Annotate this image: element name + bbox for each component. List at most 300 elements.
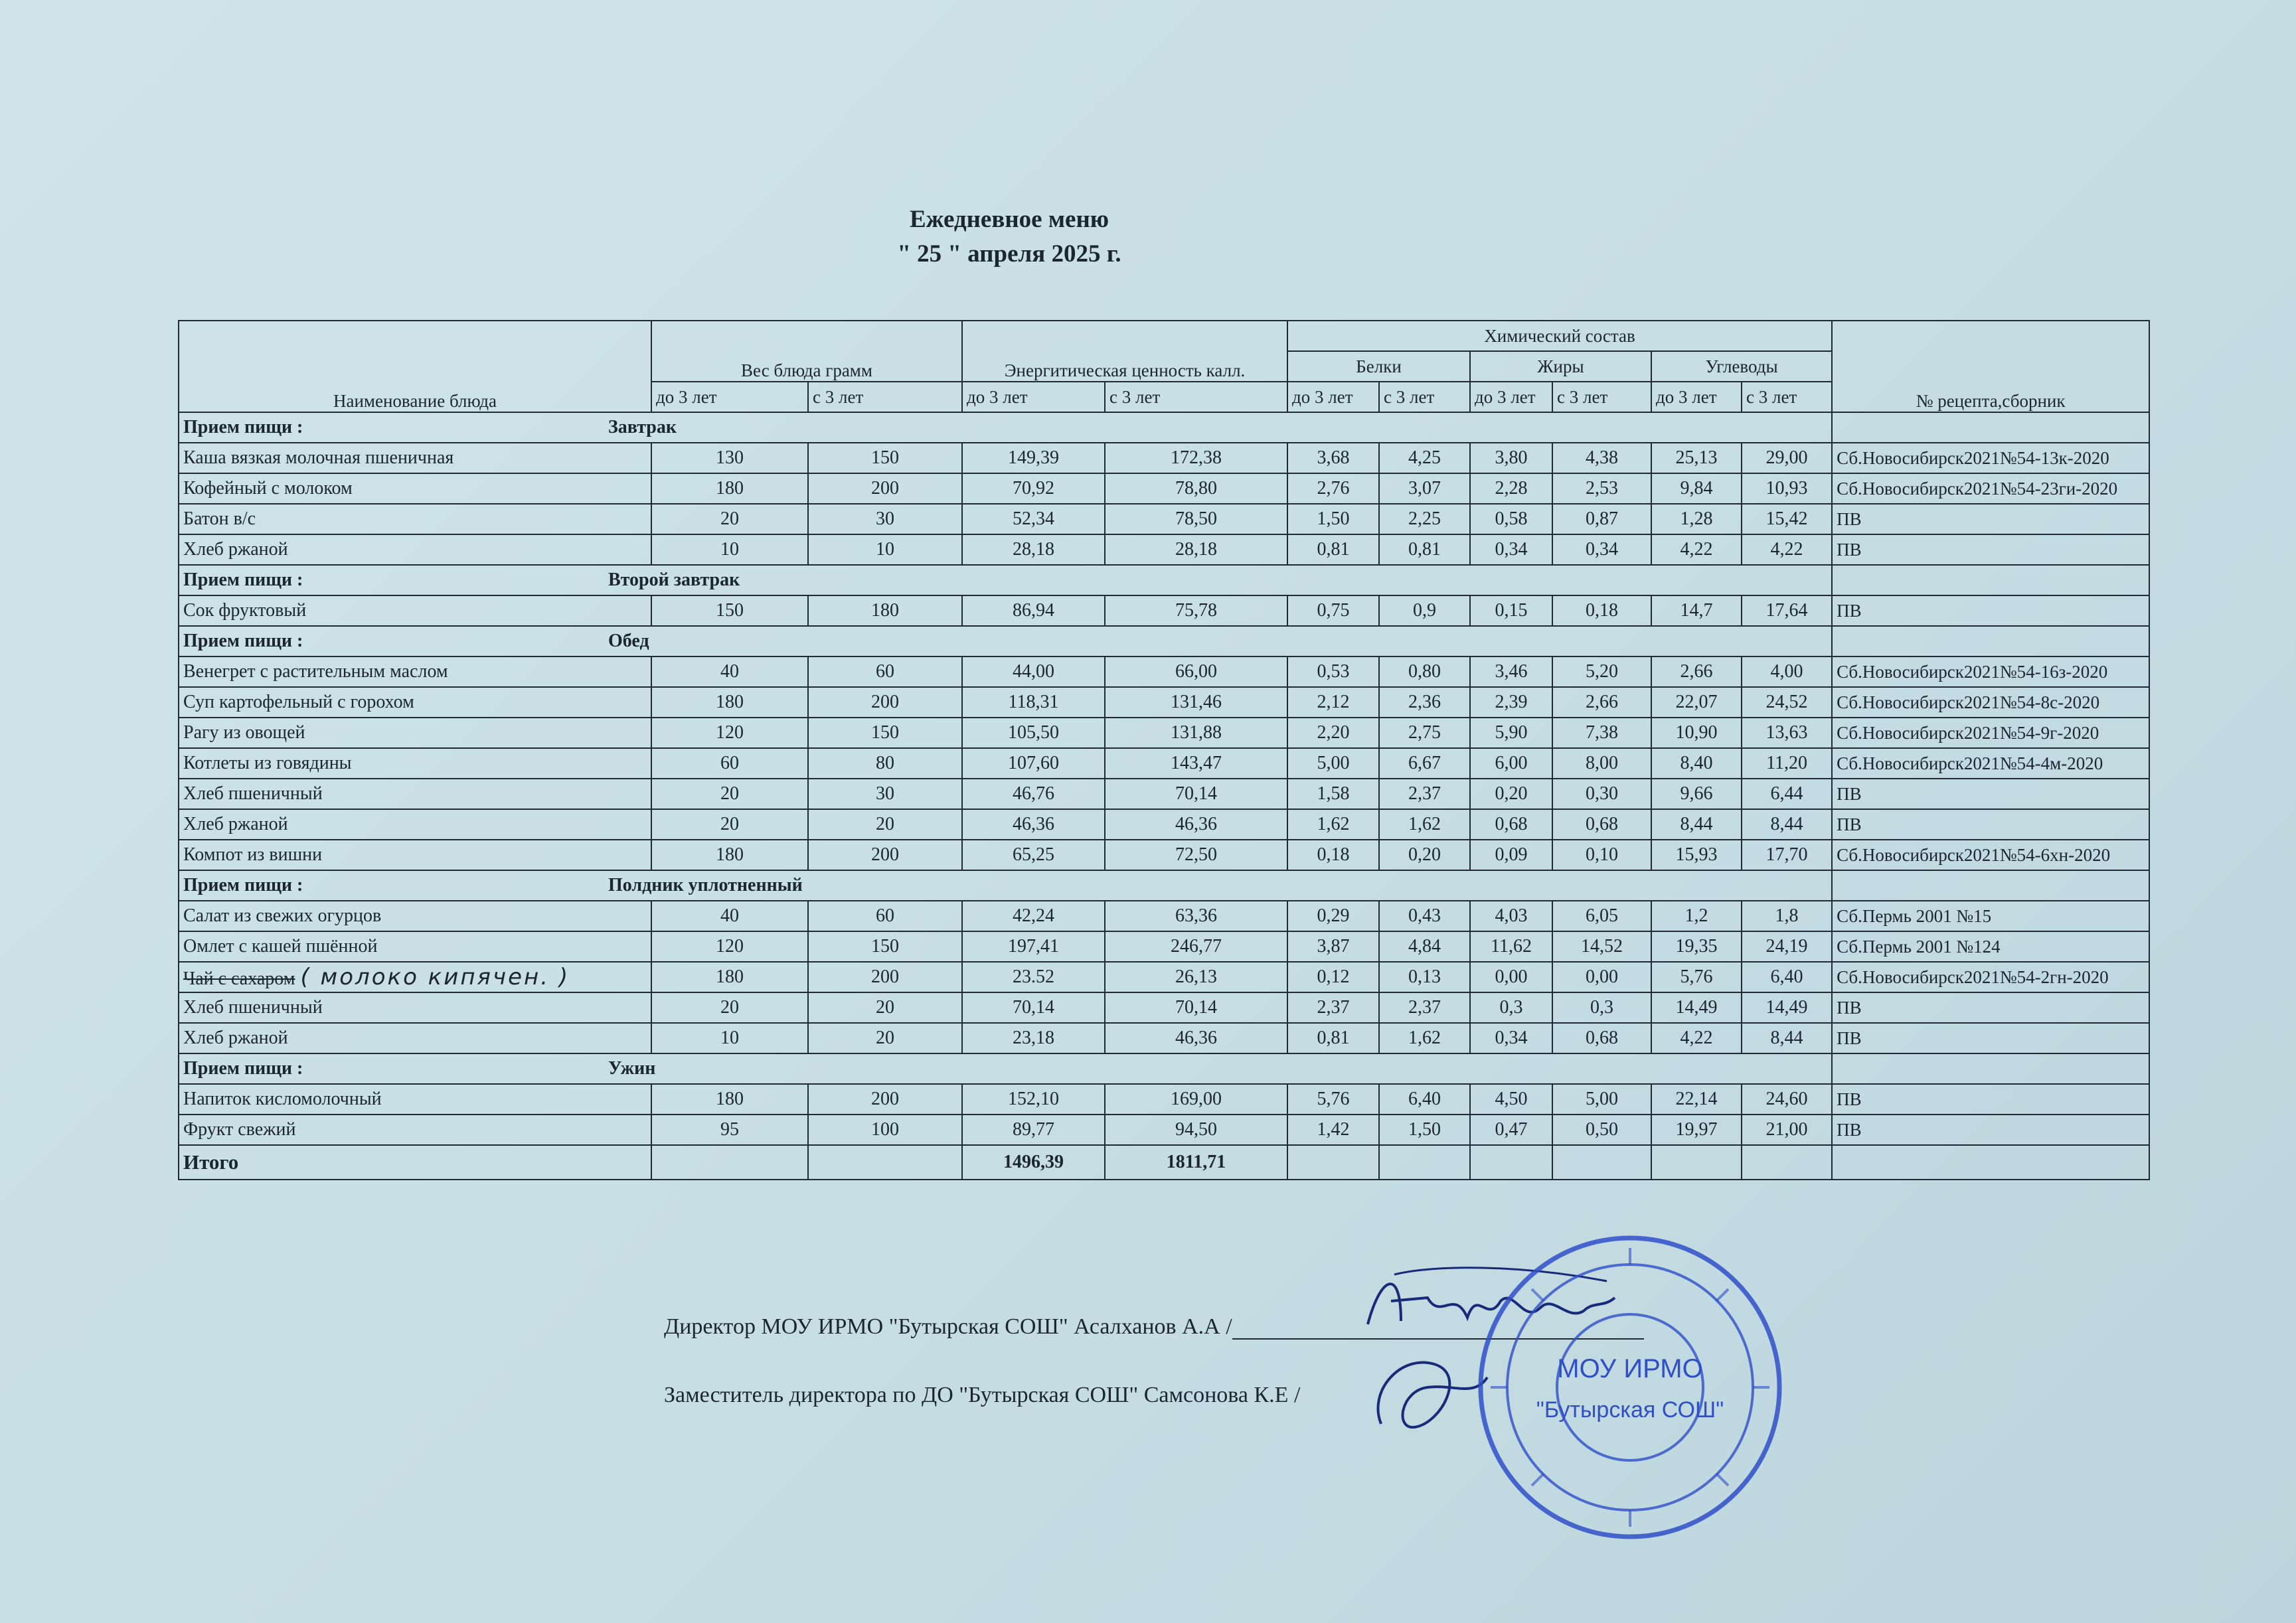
value-cell-c1: 8,40	[1651, 748, 1742, 779]
value-cell-w1: 20	[651, 504, 808, 534]
value-cell-e2: 246,77	[1105, 931, 1287, 962]
dish-name: Венегрет с растительным маслом	[183, 661, 448, 682]
value-cell-c2: 14,49	[1742, 992, 1832, 1023]
col-sub-under3: до 3 лет	[1287, 382, 1379, 412]
value-cell-f2: 0,00	[1552, 962, 1651, 992]
value-cell-e1: 23.52	[962, 962, 1105, 992]
value-cell-f1: 2,28	[1470, 473, 1552, 504]
value-cell-w1: 20	[651, 992, 808, 1023]
value-cell-c1: 9,84	[1651, 473, 1742, 504]
value-cell-f2: 14,52	[1552, 931, 1651, 962]
recipe-cell: ПВ	[1832, 1115, 2149, 1145]
value-cell-w1: 10	[651, 534, 808, 565]
value-cell-p2: 2,75	[1379, 718, 1470, 748]
recipe-cell: Сб.Новосибирск2021№54-9г-2020	[1832, 718, 2149, 748]
col-sub-over3: с 3 лет	[1379, 382, 1470, 412]
value-cell-e1: 46,76	[962, 779, 1105, 809]
dish-name: Салат из свежих огурцов	[183, 905, 382, 926]
value-cell-f1: 4,03	[1470, 901, 1552, 931]
value-cell-e2: 131,46	[1105, 687, 1287, 718]
value-cell-w2: 200	[808, 840, 962, 870]
meal-section-row	[179, 870, 2149, 901]
value-cell-e1: 44,00	[962, 657, 1105, 687]
dish-name-cell	[179, 443, 651, 473]
value-cell-e1: 118,31	[962, 687, 1105, 718]
value-cell-c2: 24,19	[1742, 931, 1832, 962]
meal-section-row	[179, 412, 2149, 443]
dish-name-cell	[179, 748, 651, 779]
value-cell-p1: 0,81	[1287, 534, 1379, 565]
value-cell-p2: 2,37	[1379, 992, 1470, 1023]
value-cell-w2: 20	[808, 1023, 962, 1053]
value-cell-w1: 60	[651, 748, 808, 779]
value-cell-p2: 2,25	[1379, 504, 1470, 534]
recipe-cell: Сб.Пермь 2001 №124	[1832, 931, 2149, 962]
value-cell-e2: 46,36	[1105, 809, 1287, 840]
value-cell-e2: 28,18	[1105, 534, 1287, 565]
table-row	[179, 443, 2149, 473]
dish-name-cell	[179, 595, 651, 626]
value-cell-c2: 8,44	[1742, 1023, 1832, 1053]
value-cell-f1: 3,46	[1470, 657, 1552, 687]
dish-name-cell	[179, 931, 651, 962]
meal-title: Полдник уплотненный	[608, 875, 803, 895]
value-cell-f2: 5,00	[1552, 1084, 1651, 1115]
value-cell-w2: 30	[808, 504, 962, 534]
recipe-cell: ПВ	[1832, 1023, 2149, 1053]
value-cell-f1: 11,62	[1470, 931, 1552, 962]
value-cell-c1: 15,93	[1651, 840, 1742, 870]
value-cell-c2: 1,8	[1742, 901, 1832, 931]
value-cell-p1: 3,87	[1287, 931, 1379, 962]
value-cell-e1: 65,25	[962, 840, 1105, 870]
col-header-recipe: № рецепта,сборник	[1832, 321, 2149, 412]
total-empty	[1742, 1145, 1832, 1180]
dish-name: Каша вязкая молочная пшеничная	[183, 447, 454, 468]
stamp-text-top: МОУ ИРМО	[1557, 1354, 1703, 1383]
table-row	[179, 1115, 2149, 1145]
value-cell-f2: 5,20	[1552, 657, 1651, 687]
total-label: Итого	[179, 1145, 651, 1180]
value-cell-c2: 6,44	[1742, 779, 1832, 809]
value-cell-e2: 26,13	[1105, 962, 1287, 992]
value-cell-f1: 0,09	[1470, 840, 1552, 870]
value-cell-c1: 8,44	[1651, 809, 1742, 840]
table-row	[179, 809, 2149, 840]
meal-title: Завтрак	[608, 417, 677, 437]
meal-title: Ужин	[608, 1058, 656, 1079]
value-cell-c2: 17,70	[1742, 840, 1832, 870]
meal-prefix: Прием пищи :	[183, 417, 303, 437]
dish-name: Сок фруктовый	[183, 600, 307, 621]
value-cell-f1: 3,80	[1470, 443, 1552, 473]
total-empty	[1287, 1145, 1379, 1180]
value-cell-f2: 2,66	[1552, 687, 1651, 718]
value-cell-w1: 150	[651, 595, 808, 626]
dish-name: Напиток кисломолочный	[183, 1089, 382, 1109]
value-cell-p1: 2,12	[1287, 687, 1379, 718]
value-cell-c1: 4,22	[1651, 1023, 1742, 1053]
value-cell-w1: 10	[651, 1023, 808, 1053]
value-cell-e2: 70,14	[1105, 992, 1287, 1023]
value-cell-p2: 0,20	[1379, 840, 1470, 870]
table-row	[179, 962, 2149, 992]
meal-section-row	[179, 565, 2149, 595]
value-cell-f2: 0,87	[1552, 504, 1651, 534]
value-cell-e2: 75,78	[1105, 595, 1287, 626]
value-cell-c2: 11,20	[1742, 748, 1832, 779]
dish-name: Компот из вишни	[183, 844, 323, 865]
value-cell-c1: 2,66	[1651, 657, 1742, 687]
meal-title: Обед	[608, 631, 649, 651]
value-cell-e1: 149,39	[962, 443, 1105, 473]
meal-section-recipe-cell	[1832, 565, 2149, 595]
value-cell-f1: 0,20	[1470, 779, 1552, 809]
meal-section-cell	[179, 1053, 1832, 1084]
value-cell-p1: 5,00	[1287, 748, 1379, 779]
value-cell-w2: 150	[808, 718, 962, 748]
value-cell-f1: 0,34	[1470, 534, 1552, 565]
title-block	[744, 202, 1275, 271]
value-cell-w1: 40	[651, 901, 808, 931]
value-cell-e2: 172,38	[1105, 443, 1287, 473]
value-cell-w2: 150	[808, 931, 962, 962]
value-cell-p2: 4,84	[1379, 931, 1470, 962]
value-cell-w1: 120	[651, 718, 808, 748]
value-cell-f1: 4,50	[1470, 1084, 1552, 1115]
value-cell-f2: 0,34	[1552, 534, 1651, 565]
meal-section-cell	[179, 626, 1832, 657]
total-empty	[808, 1145, 962, 1180]
value-cell-e2: 169,00	[1105, 1084, 1287, 1115]
value-cell-f2: 0,3	[1552, 992, 1651, 1023]
value-cell-f2: 4,38	[1552, 443, 1651, 473]
value-cell-e1: 197,41	[962, 931, 1105, 962]
recipe-cell: ПВ	[1832, 595, 2149, 626]
value-cell-f2: 2,53	[1552, 473, 1651, 504]
value-cell-e2: 70,14	[1105, 779, 1287, 809]
value-cell-c2: 4,22	[1742, 534, 1832, 565]
col-header-weight: Вес блюда грамм	[651, 321, 962, 382]
value-cell-c1: 9,66	[1651, 779, 1742, 809]
value-cell-p1: 0,29	[1287, 901, 1379, 931]
page-date: " 25 " апреля 2025 г.	[897, 240, 1121, 268]
value-cell-f2: 0,18	[1552, 595, 1651, 626]
recipe-cell: ПВ	[1832, 1084, 2149, 1115]
value-cell-w1: 180	[651, 1084, 808, 1115]
value-cell-e1: 105,50	[962, 718, 1105, 748]
table-row	[179, 840, 2149, 870]
col-sub-over3: с 3 лет	[1105, 382, 1287, 412]
value-cell-e1: 23,18	[962, 1023, 1105, 1053]
value-cell-c2: 4,00	[1742, 657, 1832, 687]
recipe-cell: Сб.Новосибирск2021№54-13к-2020	[1832, 443, 2149, 473]
col-sub-under3: до 3 лет	[1651, 382, 1742, 412]
value-cell-w1: 20	[651, 809, 808, 840]
value-cell-w1: 180	[651, 473, 808, 504]
dish-name-cell	[179, 779, 651, 809]
dish-name: Хлеб ржаной	[183, 1028, 288, 1048]
value-cell-e2: 143,47	[1105, 748, 1287, 779]
col-header-chem: Химический состав	[1287, 321, 1832, 351]
col-header-energy: Энергитическая ценность калл.	[962, 321, 1287, 382]
value-cell-p1: 0,12	[1287, 962, 1379, 992]
value-cell-p1: 3,68	[1287, 443, 1379, 473]
value-cell-f1: 5,90	[1470, 718, 1552, 748]
dish-name-cell	[179, 1023, 651, 1053]
value-cell-p1: 5,76	[1287, 1084, 1379, 1115]
value-cell-f1: 0,68	[1470, 809, 1552, 840]
value-cell-e1: 52,34	[962, 504, 1105, 534]
value-cell-f1: 0,3	[1470, 992, 1552, 1023]
value-cell-c2: 8,44	[1742, 809, 1832, 840]
value-cell-p2: 1,62	[1379, 1023, 1470, 1053]
col-header-fats: Жиры	[1470, 351, 1651, 382]
dish-name: Чай с сахаром	[183, 968, 295, 989]
total-empty	[1552, 1145, 1651, 1180]
value-cell-w2: 60	[808, 901, 962, 931]
value-cell-w1: 120	[651, 931, 808, 962]
value-cell-c1: 5,76	[1651, 962, 1742, 992]
value-cell-f1: 0,00	[1470, 962, 1552, 992]
value-cell-f2: 0,10	[1552, 840, 1651, 870]
col-sub-under3: до 3 лет	[1470, 382, 1552, 412]
table-row	[179, 534, 2149, 565]
dish-name-cell	[179, 504, 651, 534]
total-empty	[1379, 1145, 1470, 1180]
value-cell-w1: 180	[651, 962, 808, 992]
value-cell-c2: 10,93	[1742, 473, 1832, 504]
dish-name: Рагу из овощей	[183, 722, 305, 743]
dish-name-cell	[179, 687, 651, 718]
value-cell-w2: 150	[808, 443, 962, 473]
value-cell-f1: 0,58	[1470, 504, 1552, 534]
table-row	[179, 748, 2149, 779]
meal-section-row	[179, 1053, 2149, 1084]
dish-name: Хлеб пшеничный	[183, 997, 323, 1018]
dish-name-cell	[179, 962, 651, 992]
col-sub-over3: с 3 лет	[1552, 382, 1651, 412]
recipe-cell: ПВ	[1832, 992, 2149, 1023]
value-cell-c2: 13,63	[1742, 718, 1832, 748]
table-row	[179, 718, 2149, 748]
value-cell-f2: 8,00	[1552, 748, 1651, 779]
value-cell-p1: 1,58	[1287, 779, 1379, 809]
meal-section-cell	[179, 870, 1832, 901]
value-cell-c1: 19,35	[1651, 931, 1742, 962]
value-cell-e1: 86,94	[962, 595, 1105, 626]
dish-name-cell	[179, 1115, 651, 1145]
value-cell-f1: 0,34	[1470, 1023, 1552, 1053]
value-cell-p1: 0,81	[1287, 1023, 1379, 1053]
value-cell-w1: 180	[651, 840, 808, 870]
meal-section-recipe-cell	[1832, 412, 2149, 443]
value-cell-c1: 10,90	[1651, 718, 1742, 748]
recipe-cell: Сб.Новосибирск2021№54-23ги-2020	[1832, 473, 2149, 504]
value-cell-e2: 131,88	[1105, 718, 1287, 748]
value-cell-f1: 0,47	[1470, 1115, 1552, 1145]
value-cell-p1: 0,18	[1287, 840, 1379, 870]
total-empty	[1651, 1145, 1742, 1180]
value-cell-e1: 89,77	[962, 1115, 1105, 1145]
value-cell-p2: 0,9	[1379, 595, 1470, 626]
dish-name: Хлеб пшеничный	[183, 783, 323, 804]
meal-prefix: Прием пищи :	[183, 570, 303, 590]
dish-name: Омлет с кашей пшённой	[183, 936, 378, 957]
deputy-signature-line	[664, 1383, 1300, 1408]
handwritten-note: ( молоко кипячен. )	[300, 964, 570, 990]
recipe-cell: Сб.Пермь 2001 №15	[1832, 901, 2149, 931]
value-cell-p2: 1,50	[1379, 1115, 1470, 1145]
total-row	[179, 1145, 2149, 1180]
col-header-name: Наименование блюда	[179, 321, 651, 412]
value-cell-p1: 1,50	[1287, 504, 1379, 534]
menu-table	[178, 320, 2150, 1180]
value-cell-w2: 100	[808, 1115, 962, 1145]
value-cell-p2: 3,07	[1379, 473, 1470, 504]
meal-prefix: Прием пищи :	[183, 1058, 303, 1079]
value-cell-e2: 78,80	[1105, 473, 1287, 504]
value-cell-f2: 0,50	[1552, 1115, 1651, 1145]
value-cell-e2: 46,36	[1105, 1023, 1287, 1053]
dish-name: Хлеб ржаной	[183, 814, 288, 834]
recipe-cell: ПВ	[1832, 504, 2149, 534]
recipe-cell: ПВ	[1832, 779, 2149, 809]
value-cell-p2: 0,13	[1379, 962, 1470, 992]
value-cell-c1: 25,13	[1651, 443, 1742, 473]
value-cell-e2: 78,50	[1105, 504, 1287, 534]
table-row	[179, 901, 2149, 931]
dish-name-cell	[179, 992, 651, 1023]
value-cell-e1: 42,24	[962, 901, 1105, 931]
value-cell-c1: 22,14	[1651, 1084, 1742, 1115]
value-cell-c2: 24,52	[1742, 687, 1832, 718]
table-row	[179, 504, 2149, 534]
value-cell-p2: 4,25	[1379, 443, 1470, 473]
total-empty	[1832, 1145, 2149, 1180]
value-cell-f1: 2,39	[1470, 687, 1552, 718]
value-cell-w2: 200	[808, 1084, 962, 1115]
value-cell-w1: 20	[651, 779, 808, 809]
dish-name-cell	[179, 901, 651, 931]
table-row	[179, 931, 2149, 962]
value-cell-f2: 0,68	[1552, 809, 1651, 840]
value-cell-p2: 0,43	[1379, 901, 1470, 931]
value-cell-c1: 14,7	[1651, 595, 1742, 626]
dish-name-cell	[179, 840, 651, 870]
value-cell-f1: 0,15	[1470, 595, 1552, 626]
value-cell-c2: 24,60	[1742, 1084, 1832, 1115]
value-cell-c1: 4,22	[1651, 534, 1742, 565]
table-row	[179, 657, 2149, 687]
meal-section-cell	[179, 565, 1832, 595]
deputy-label: Заместитель директора по ДО "Бутырская СОШ" Самсонова К.Е /	[664, 1383, 1301, 1407]
value-cell-e1: 46,36	[962, 809, 1105, 840]
recipe-cell: ПВ	[1832, 534, 2149, 565]
value-cell-f2: 6,05	[1552, 901, 1651, 931]
value-cell-c1: 1,2	[1651, 901, 1742, 931]
value-cell-p2: 6,67	[1379, 748, 1470, 779]
meal-prefix: Прием пищи :	[183, 875, 303, 895]
value-cell-w1: 95	[651, 1115, 808, 1145]
value-cell-e2: 66,00	[1105, 657, 1287, 687]
table-row	[179, 1084, 2149, 1115]
value-cell-w2: 200	[808, 687, 962, 718]
dish-name-cell	[179, 473, 651, 504]
dish-name: Фрукт свежий	[183, 1119, 296, 1140]
meal-title: Второй завтрак	[608, 570, 740, 590]
value-cell-p2: 2,37	[1379, 779, 1470, 809]
dish-name-cell	[179, 1084, 651, 1115]
value-cell-p2: 0,81	[1379, 534, 1470, 565]
value-cell-c1: 19,97	[1651, 1115, 1742, 1145]
value-cell-p2: 2,36	[1379, 687, 1470, 718]
meal-section-row	[179, 626, 2149, 657]
value-cell-e1: 70,14	[962, 992, 1105, 1023]
value-cell-p1: 2,76	[1287, 473, 1379, 504]
table-row	[179, 595, 2149, 626]
value-cell-c2: 29,00	[1742, 443, 1832, 473]
value-cell-w1: 40	[651, 657, 808, 687]
value-cell-e1: 107,60	[962, 748, 1105, 779]
value-cell-w1: 180	[651, 687, 808, 718]
value-cell-c2: 17,64	[1742, 595, 1832, 626]
dish-name: Батон в/с	[183, 508, 256, 529]
value-cell-e2: 63,36	[1105, 901, 1287, 931]
value-cell-f2: 0,68	[1552, 1023, 1651, 1053]
value-cell-w2: 30	[808, 779, 962, 809]
school-stamp	[1471, 1228, 1789, 1547]
value-cell-w2: 10	[808, 534, 962, 565]
value-cell-w1: 130	[651, 443, 808, 473]
col-sub-over3: с 3 лет	[1742, 382, 1832, 412]
recipe-cell: Сб.Новосибирск2021№54-4м-2020	[1832, 748, 2149, 779]
page-title: Ежедневное меню	[909, 206, 1109, 233]
value-cell-c1: 22,07	[1651, 687, 1742, 718]
value-cell-c1: 14,49	[1651, 992, 1742, 1023]
stamp-text-bottom: "Бутырская СОШ"	[1536, 1397, 1724, 1423]
value-cell-c2: 6,40	[1742, 962, 1832, 992]
value-cell-p1: 1,62	[1287, 809, 1379, 840]
value-cell-e1: 152,10	[962, 1084, 1105, 1115]
value-cell-p1: 0,75	[1287, 595, 1379, 626]
value-cell-p2: 6,40	[1379, 1084, 1470, 1115]
value-cell-c2: 15,42	[1742, 504, 1832, 534]
value-cell-p1: 0,53	[1287, 657, 1379, 687]
total-empty	[1470, 1145, 1552, 1180]
table-row	[179, 473, 2149, 504]
value-cell-p1: 2,37	[1287, 992, 1379, 1023]
value-cell-e1: 28,18	[962, 534, 1105, 565]
meal-prefix: Прием пищи :	[183, 631, 303, 651]
value-cell-w2: 200	[808, 473, 962, 504]
value-cell-e2: 94,50	[1105, 1115, 1287, 1145]
recipe-cell: ПВ	[1832, 809, 2149, 840]
menu-body	[179, 412, 2149, 1180]
total-energy-over3: 1811,71	[1105, 1145, 1287, 1180]
value-cell-e1: 70,92	[962, 473, 1105, 504]
meal-section-recipe-cell	[1832, 626, 2149, 657]
meal-section-recipe-cell	[1832, 870, 2149, 901]
value-cell-f2: 0,30	[1552, 779, 1651, 809]
value-cell-f2: 7,38	[1552, 718, 1651, 748]
recipe-cell: Сб.Новосибирск2021№54-8с-2020	[1832, 687, 2149, 718]
total-empty	[651, 1145, 808, 1180]
dish-name: Хлеб ржаной	[183, 539, 288, 560]
recipe-cell: Сб.Новосибирск2021№54-6хн-2020	[1832, 840, 2149, 870]
dish-name-cell	[179, 718, 651, 748]
value-cell-w2: 60	[808, 657, 962, 687]
